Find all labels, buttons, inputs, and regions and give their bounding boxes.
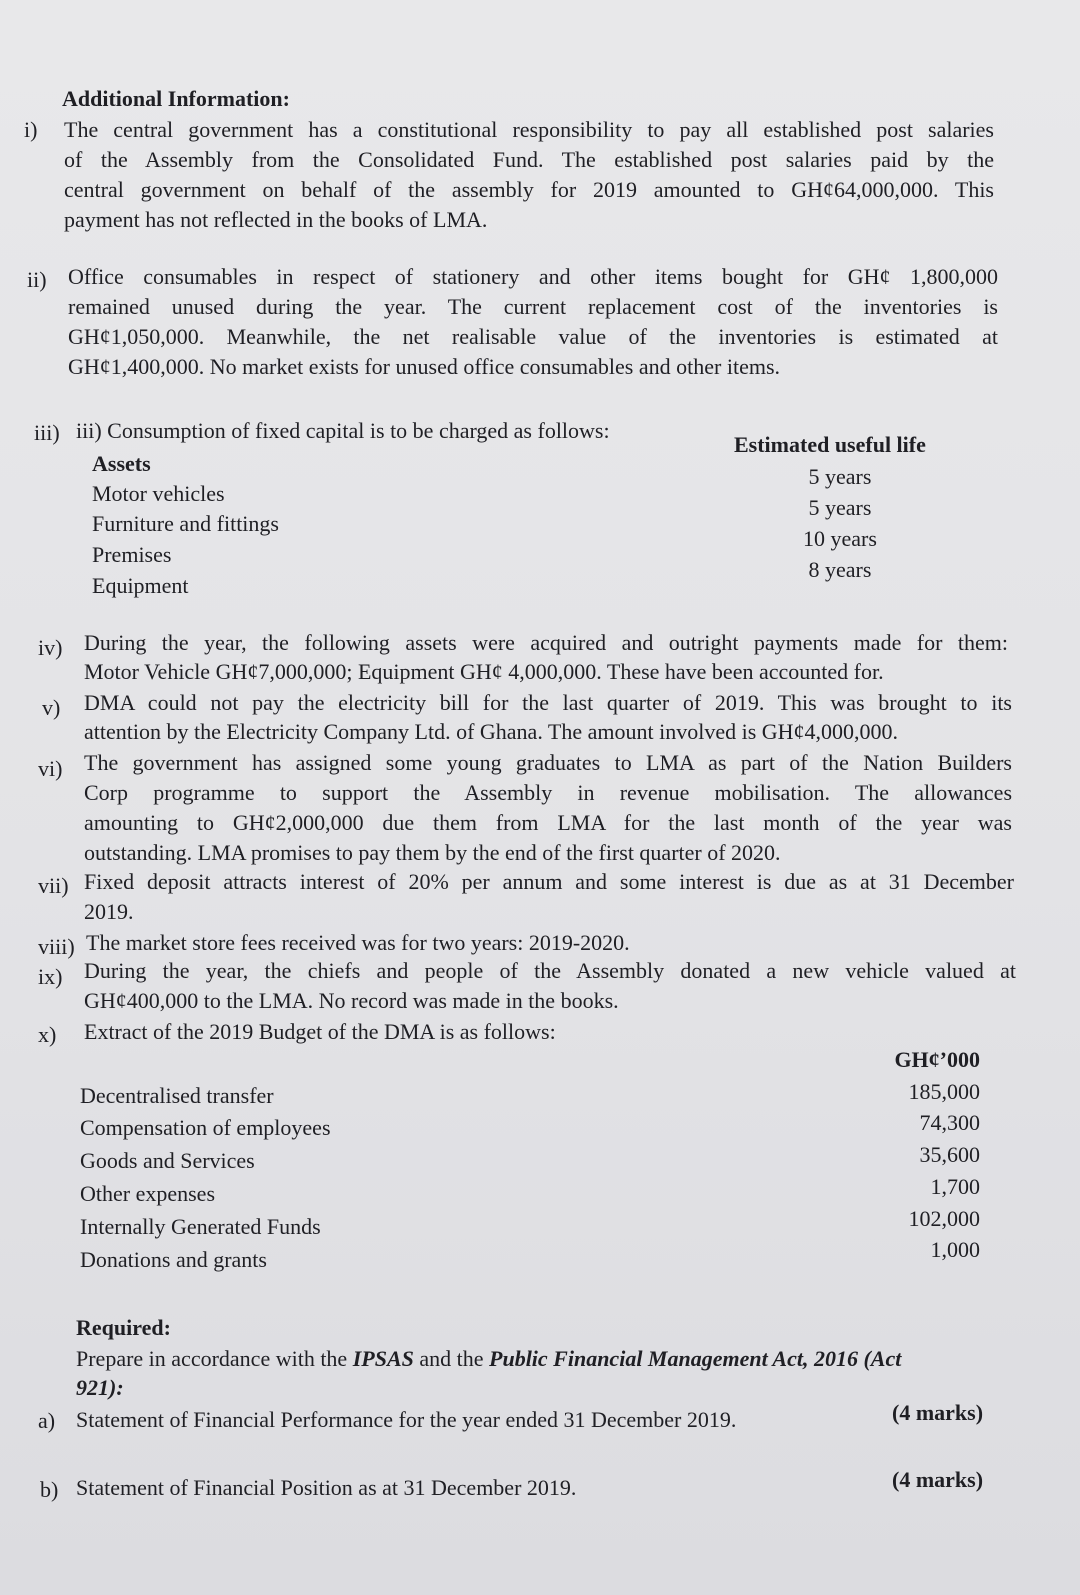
item-iv-line: Motor Vehicle GH¢7,000,000; Equipment GH¢ 4,000,000. These have been accounted for. (84, 659, 884, 684)
item-i-line: of the Assembly from the Consolidated Fund. The established post salaries paid by the (64, 147, 994, 172)
asset-life: 5 years (808, 464, 872, 489)
item-viii-label: viii) (38, 934, 75, 959)
budget-value: 74,300 (919, 1110, 980, 1135)
required-instruction (76, 1344, 901, 1374)
item-i-line: central government on behalf of the assembly for 2019 amounted to GH¢64,000,000. This (64, 177, 994, 202)
part-a-text: Statement of Financial Performance for the year ended 31 December 2019. (76, 1407, 737, 1432)
useful-life-column-header: Estimated useful life (734, 432, 926, 457)
item-vi-line: The government has assigned some young graduates to LMA as part of the Nation Builders (84, 750, 1012, 775)
item-iii-text: iii) Consumption of fixed capital is to be charged as follows: (76, 418, 610, 443)
budget-item: Donations and grants (80, 1247, 267, 1272)
item-iv-line: During the year, the following assets were acquired and outright payments made for them: (84, 630, 1008, 655)
pfm-act-reference: Public Financial Management Act, 2016 (Act (489, 1346, 902, 1371)
budget-item: Goods and Services (80, 1148, 255, 1173)
asset-life: 10 years (803, 526, 877, 551)
budget-value: 35,600 (919, 1142, 980, 1167)
item-iii-label: iii) (34, 420, 60, 445)
budget-value: 185,000 (908, 1079, 980, 1104)
item-ii-line: GH¢1,400,000. No market exists for unused office consumables and other items. (68, 354, 781, 379)
item-iv-label: iv) (38, 635, 63, 660)
part-a-marks: (4 marks) (892, 1400, 984, 1425)
item-vii-line: Fixed deposit attracts interest of 20% per annum and some interest is due as at 31 December (84, 869, 1014, 894)
part-b-label: b) (40, 1477, 59, 1502)
required-heading: Required: (76, 1315, 171, 1340)
item-ix-line: GH¢400,000 to the LMA. No record was made in the books. (84, 988, 619, 1013)
budget-item: Compensation of employees (80, 1115, 331, 1140)
item-i-line: payment has not reflected in the books of LMA. (64, 207, 488, 232)
budget-unit-header: GH¢’000 (894, 1047, 980, 1072)
assets-column-header: Assets (92, 451, 151, 476)
item-i-line: The central government has a constitutional responsibility to pay all established post salaries (64, 117, 994, 142)
item-ix-label: ix) (38, 964, 63, 989)
item-x-label: x) (38, 1022, 57, 1047)
item-v-label: v) (42, 695, 61, 720)
part-b-text: Statement of Financial Position as at 31 December 2019. (76, 1475, 577, 1500)
budget-value: 1,700 (930, 1174, 980, 1199)
item-vii-line: 2019. (84, 899, 134, 924)
asset-name: Equipment (92, 573, 189, 598)
asset-name: Premises (92, 542, 172, 567)
asset-name: Furniture and fittings (92, 511, 279, 536)
budget-item: Internally Generated Funds (80, 1214, 321, 1239)
budget-item: Other expenses (80, 1181, 216, 1206)
required-prefix: Prepare in accordance with the (76, 1346, 353, 1371)
asset-life: 5 years (808, 495, 872, 520)
part-b-marks: (4 marks) (892, 1467, 984, 1492)
item-x-line: Extract of the 2019 Budget of the DMA is as follows: (84, 1019, 556, 1044)
item-v-line: DMA could not pay the electricity bill for the last quarter of 2019. This was brought to its (84, 690, 1012, 715)
item-viii-line: The market store fees received was for two years: 2019-2020. (86, 930, 630, 955)
item-i-label: i) (24, 117, 38, 142)
part-a-label: a) (38, 1408, 56, 1433)
item-ii-line: remained unused during the year. The current replacement cost of the inventories is (68, 294, 998, 319)
asset-name: Motor vehicles (92, 481, 225, 506)
heading: Additional Information: (62, 86, 290, 111)
item-vii-label: vii) (38, 873, 69, 898)
item-ii-line: GH¢1,050,000. Meanwhile, the net realisable value of the inventories is estimated at (68, 324, 998, 349)
ipsas-reference: IPSAS (352, 1346, 414, 1371)
item-ii-label: ii) (27, 267, 47, 292)
item-ix-line: During the year, the chiefs and people of the Assembly donated a new vehicle valued at (84, 958, 1016, 983)
act-number: 921): (76, 1375, 124, 1400)
item-vi-line: Corp programme to support the Assembly in revenue mobilisation. The allowances (84, 780, 1012, 805)
budget-value: 102,000 (908, 1206, 980, 1231)
budget-value: 1,000 (930, 1237, 980, 1262)
item-v-line: attention by the Electricity Company Ltd. of Ghana. The amount involved is GH¢4,000,000. (84, 719, 899, 744)
required-mid: and the (413, 1346, 490, 1371)
item-vi-line: amounting to GH¢2,000,000 due them from LMA for the last month of the year was (84, 810, 1012, 835)
item-vi-line: outstanding. LMA promises to pay them by the end of the first quarter of 2020. (84, 840, 781, 865)
item-ii-line: Office consumables in respect of stationery and other items bought for GH¢ 1,800,000 (68, 264, 998, 289)
item-vi-label: vi) (38, 756, 63, 781)
asset-life: 8 years (808, 557, 872, 582)
budget-item: Decentralised transfer (80, 1083, 274, 1108)
